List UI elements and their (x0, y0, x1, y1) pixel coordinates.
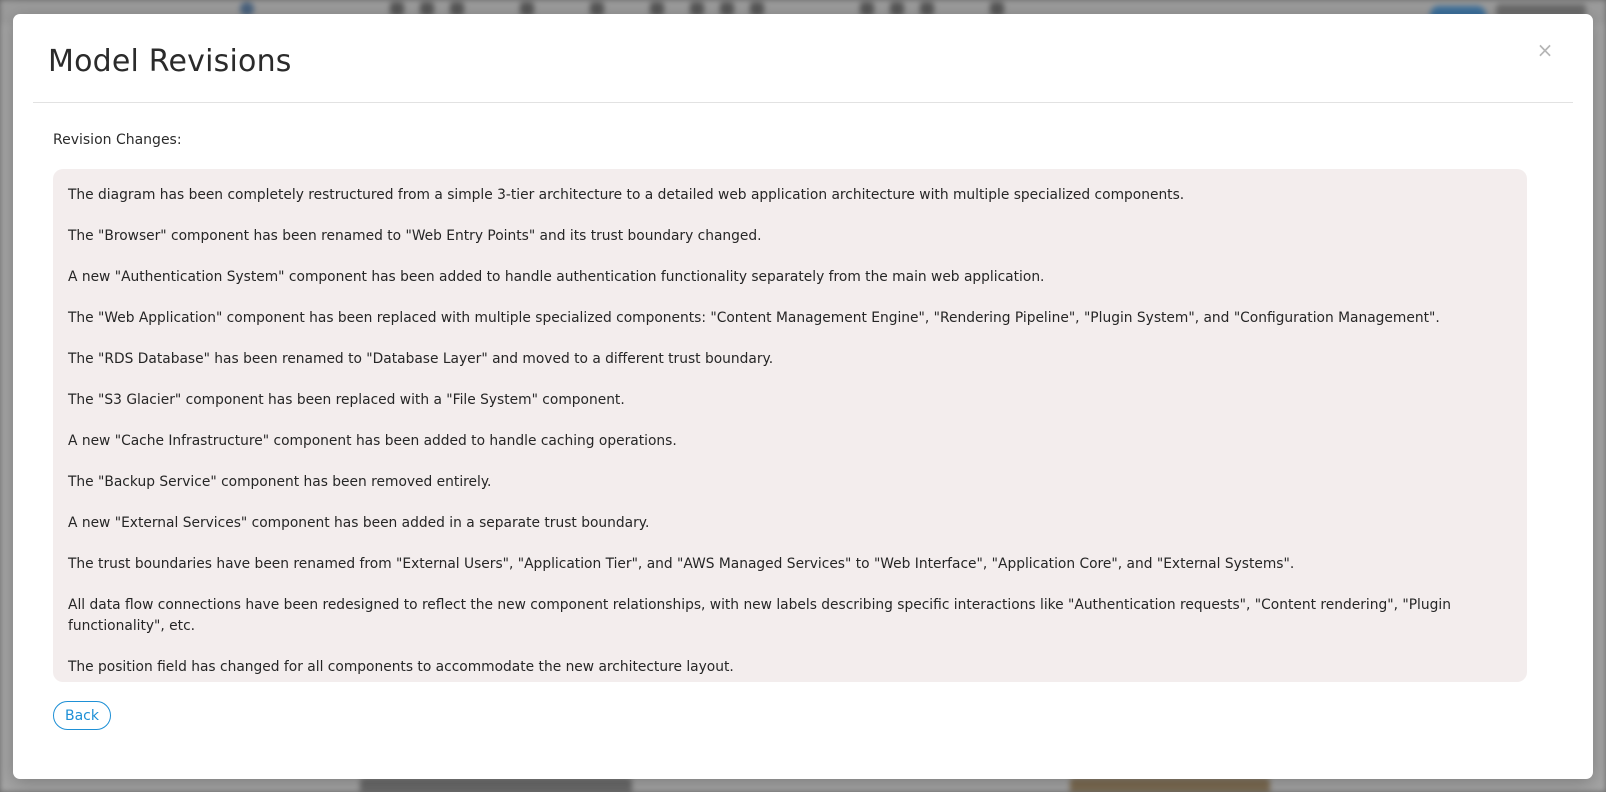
modal-title: Model Revisions (48, 44, 292, 79)
change-item: The "Backup Service" component has been removed entirely. (68, 474, 492, 490)
change-item: A new "Authentication System" component has been added to handle authentication functionality separately from the main web application. (68, 269, 1045, 285)
revision-changes-label: Revision Changes: (53, 132, 182, 148)
change-item: The position field has changed for all components to accommodate the new architecture layout. (68, 659, 734, 675)
change-item: A new "External Services" component has been added in a separate trust boundary. (68, 515, 650, 531)
change-item: The diagram has been completely restructured from a simple 3-tier architecture to a detailed web application architecture with multiple specialized components. (68, 187, 1185, 203)
revision-changes-list (53, 169, 1527, 682)
change-item: The trust boundaries have been renamed from "External Users", "Application Tier", and "AWS Managed Services" to "Web Interface", "Application Core", and "External Systems". (68, 556, 1295, 572)
change-item: The "RDS Database" has been renamed to "Database Layer" and moved to a different trust boundary. (68, 351, 774, 367)
back-button[interactable]: Back (53, 701, 111, 730)
change-item: The "Browser" component has been renamed to "Web Entry Points" and its trust boundary changed. (68, 228, 762, 244)
model-revisions-modal (13, 14, 1593, 779)
change-item: The "Web Application" component has been replaced with multiple specialized components: "Content Management Engine", "Rendering Pipeline", "Plugin System", and "Configuration Management". (68, 310, 1440, 326)
change-item: The "S3 Glacier" component has been replaced with a "File System" component. (68, 392, 625, 408)
change-item: All data flow connections have been redesigned to reflect the new component relationships, with new labels describing specific interactions like "Authentication requests", "Content rendering", "Plugin functionality", etc. (68, 597, 1451, 634)
change-item: A new "Cache Infrastructure" component has been added to handle caching operations. (68, 433, 677, 449)
header-divider (33, 102, 1573, 103)
close-icon[interactable]: × (1536, 38, 1554, 62)
